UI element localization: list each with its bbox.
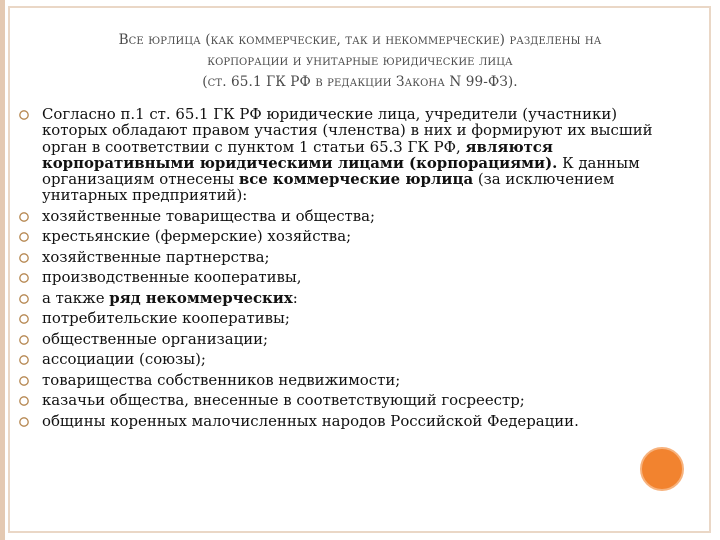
ring-bullet-icon <box>16 208 42 223</box>
noncommercial-bold: ряд некоммерческих <box>109 288 293 307</box>
intro-text-2: К данным организациям отнесены <box>42 153 640 189</box>
ring-bullet-icon <box>16 228 42 243</box>
list-item-text: общины коренных малочисленных народов Российской Федерации. <box>42 411 579 430</box>
ring-bullet-icon <box>16 372 42 387</box>
list-item-text: казачьи общества, внесенные в соответствующий госреестр; <box>42 391 525 410</box>
list-item-text: крестьянские (фермерские) хозяйства; <box>42 227 352 246</box>
orange-circle-icon <box>640 447 684 491</box>
ring-bullet-icon <box>16 310 42 325</box>
list-item <box>16 392 671 409</box>
list-item-text: товарищества собственников недвижимости; <box>42 370 401 389</box>
slide-title <box>40 30 680 93</box>
noncommercial-suffix: : <box>292 288 298 307</box>
list-item-text: потребительские кооперативы; <box>42 309 290 328</box>
title-line-3: (ст. 65.1 ГК РФ в редакции Закона N 99-ФЗ). <box>202 74 518 90</box>
ring-bullet-icon <box>16 331 42 346</box>
ring-bullet-icon <box>16 413 42 428</box>
list-item-text: хозяйственные партнерства; <box>42 247 270 266</box>
intro-bold-1: являются корпоративными юридическими лицами (корпорациями). <box>42 137 558 172</box>
list-item <box>16 228 671 245</box>
list-item <box>16 269 671 286</box>
title-line-1: Все юрлица (как коммерческие, так и некоммерческие) разделены на <box>118 32 602 48</box>
list-item <box>16 372 671 389</box>
list-item-text: ассоциации (союзы); <box>42 350 206 369</box>
ring-bullet-icon <box>16 392 42 407</box>
list-item <box>16 351 671 368</box>
list-item <box>16 208 671 225</box>
list-item-text: общественные организации; <box>42 329 269 348</box>
noncommercial-prefix: а также <box>42 288 110 307</box>
list-item-text: хозяйственные товарищества и общества; <box>42 206 376 225</box>
bullet-list <box>16 106 671 433</box>
ring-bullet-icon <box>16 290 42 305</box>
ring-bullet-icon <box>16 249 42 264</box>
intro-text-3: (за исключением унитарных предприятий): <box>42 170 615 205</box>
noncommercial-heading <box>42 290 298 307</box>
list-item <box>16 106 671 204</box>
title-line-2: корпорации и унитарные юридические лица <box>207 53 513 69</box>
intro-paragraph <box>42 106 671 204</box>
intro-text-1: Согласно п.1 ст. 65.1 ГК РФ юридические лица, учредители (участники) которых обладают правом участия (членства) в них и формируют их высший орган в соответствии с пунктом 1 статьи 65.3 ГК РФ, <box>42 105 653 156</box>
ring-bullet-icon <box>16 269 42 284</box>
list-item-text: производственные кооперативы, <box>42 268 302 287</box>
list-item <box>16 310 671 327</box>
list-item <box>16 331 671 348</box>
intro-bold-2: все коммерческие юрлица <box>238 170 474 189</box>
list-item <box>16 249 671 266</box>
left-accent-bar <box>0 0 5 540</box>
ring-bullet-icon <box>16 351 42 366</box>
ring-bullet-icon <box>16 106 42 121</box>
list-item <box>16 290 671 307</box>
list-item <box>16 413 671 430</box>
